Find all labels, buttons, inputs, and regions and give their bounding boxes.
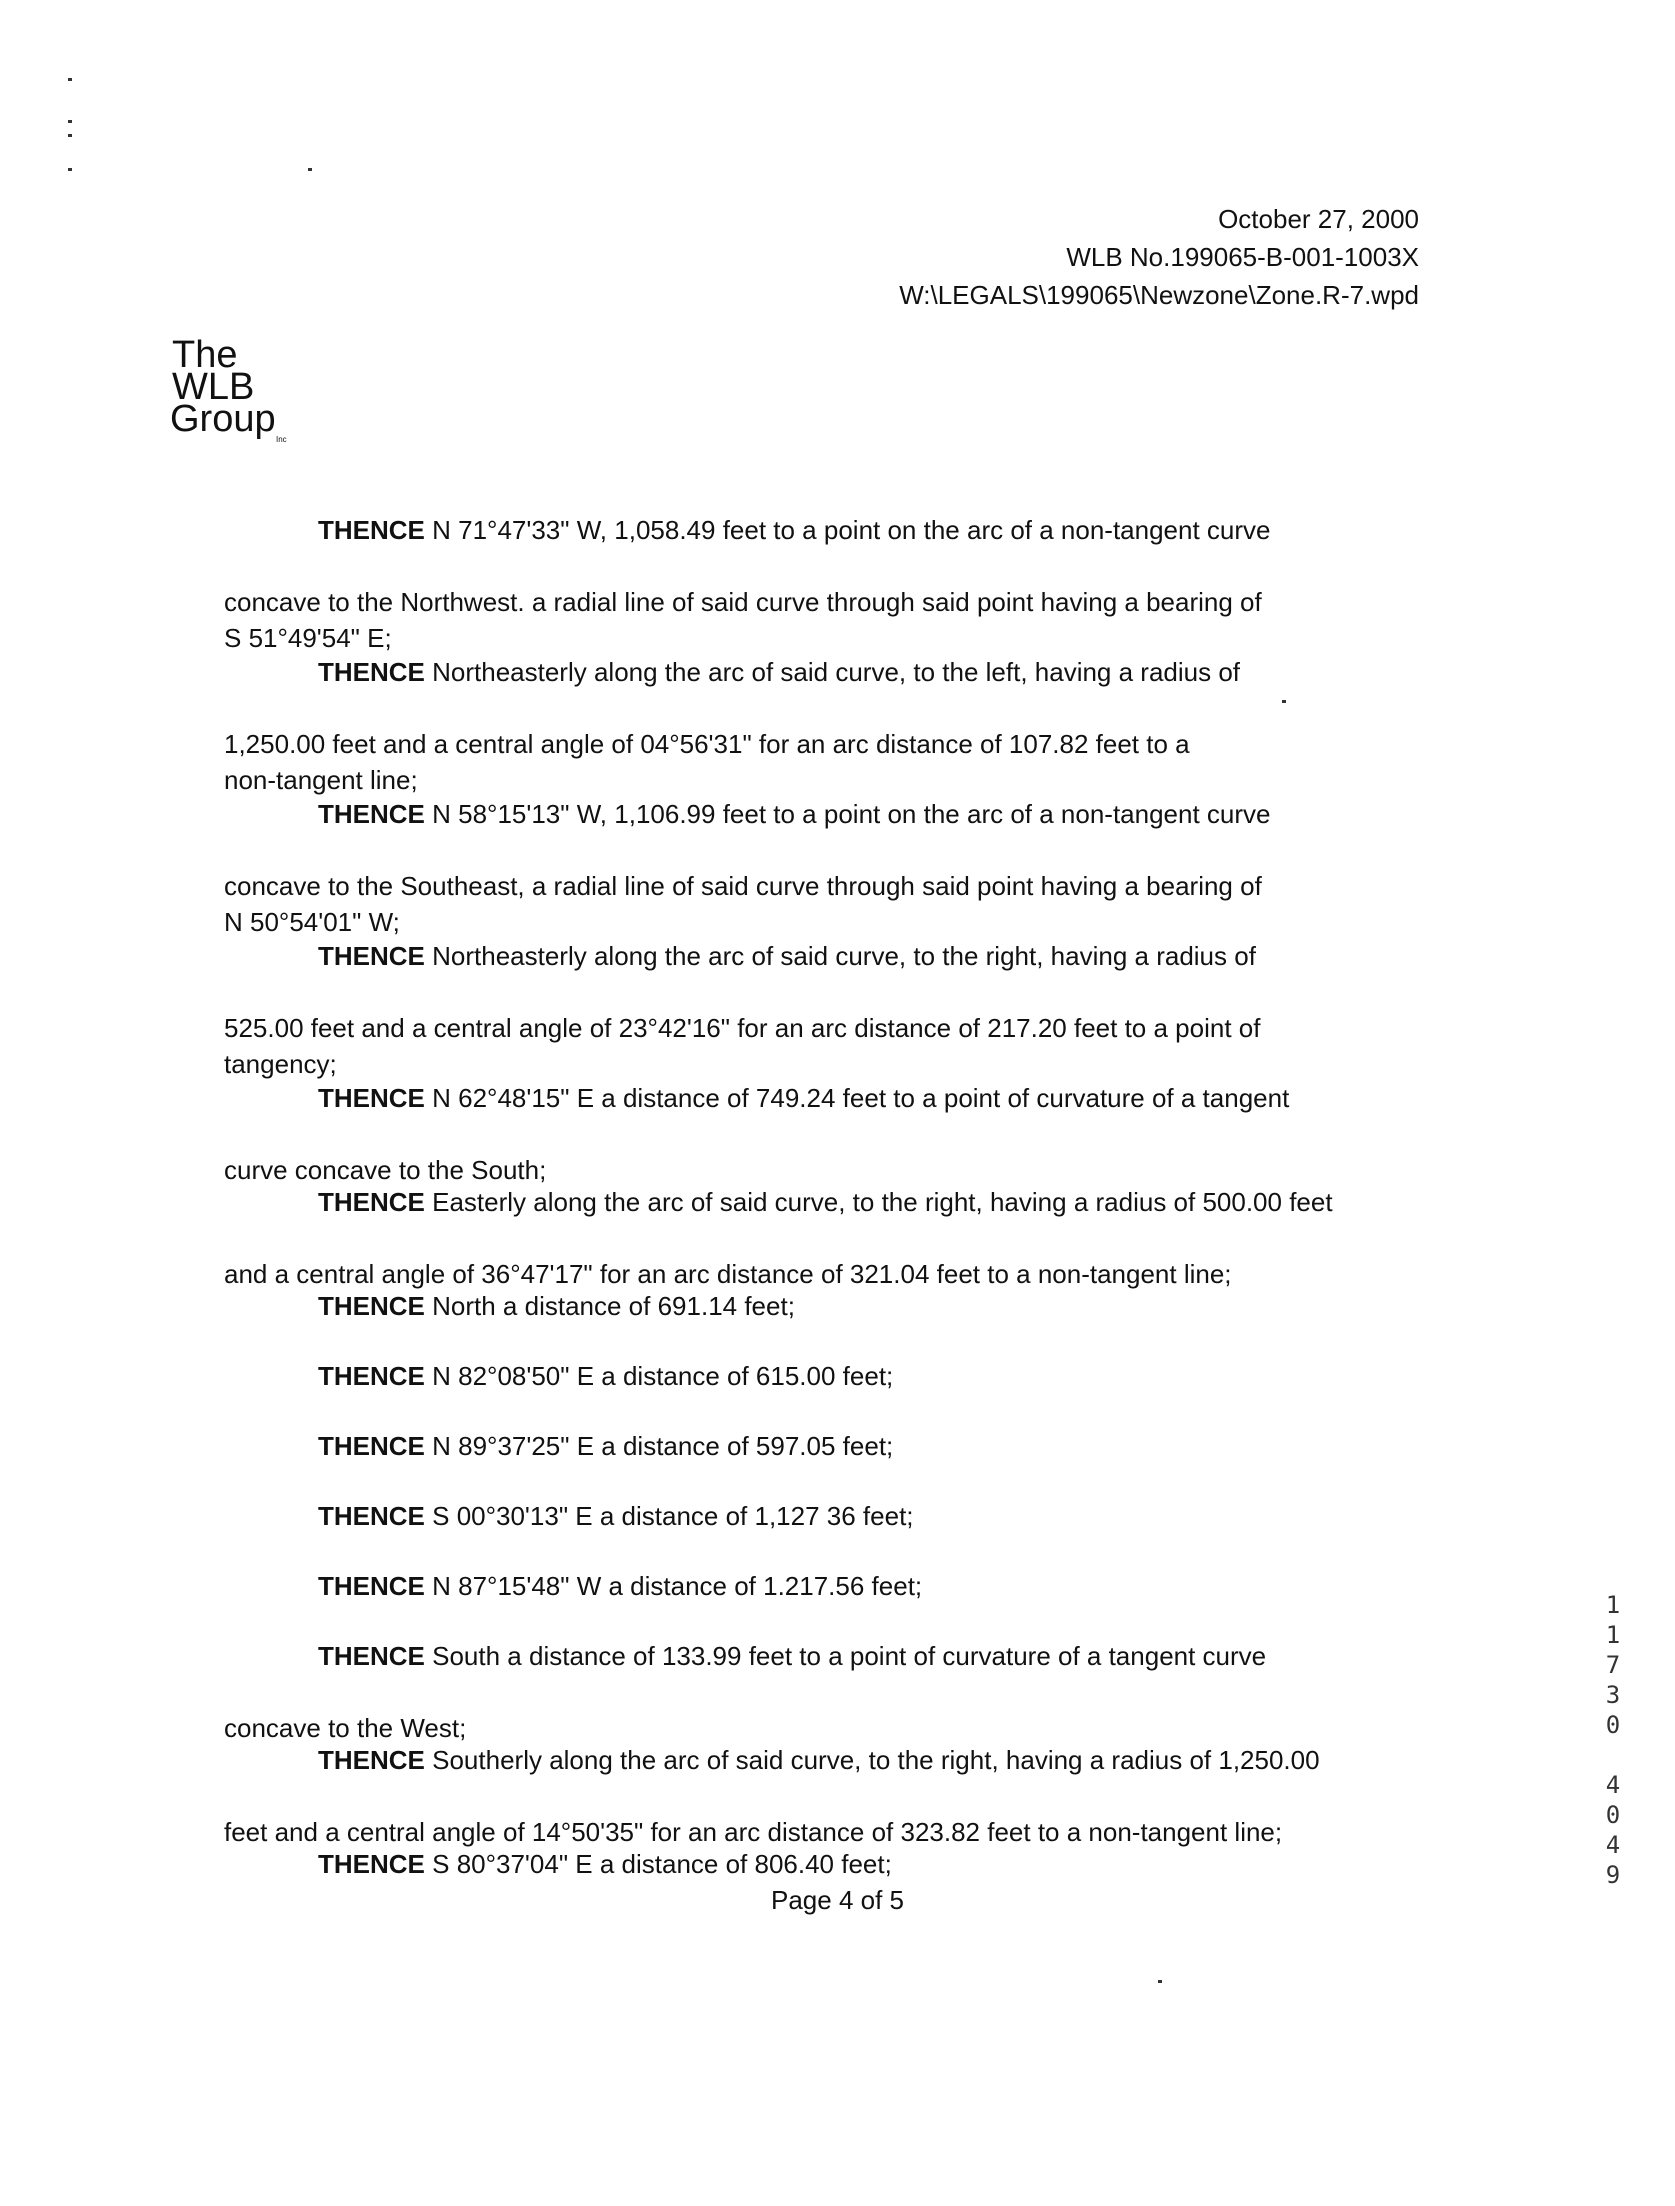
thence-keyword: THENCE (318, 1083, 425, 1113)
stamp-digit: 0 (1605, 1711, 1621, 1739)
course-text: Northeasterly along the arc of said curve, to the right, having a radius of (424, 941, 1256, 971)
course-text: N 87°15'48" W a distance of 1.217.56 feet; (424, 1571, 923, 1601)
thence-keyword: THENCE (318, 1501, 425, 1531)
stamp-digit: 9 (1605, 1861, 1621, 1889)
course-text: N 62°48'15" E a distance of 749.24 feet to a point of curvature of a tangent (424, 1083, 1290, 1113)
logo-suffix: Inc (276, 435, 287, 444)
scan-speck (308, 168, 312, 171)
course-continuation: concave to the Southeast, a radial line of said curve through said point having a bearing of N 50°54'01" W; (224, 871, 1262, 937)
thence-keyword: THENCE (318, 941, 425, 971)
company-logo (168, 336, 328, 448)
thence-keyword: THENCE (318, 1641, 425, 1671)
course-continuation: concave to the West; (224, 1713, 467, 1743)
thence-keyword: THENCE (318, 1431, 425, 1461)
course-text: N 89°37'25" E a distance of 597.05 feet; (424, 1431, 894, 1461)
thence-keyword: THENCE (318, 657, 425, 687)
header-file-path: W:\LEGALS\199065\Newzone\Zone.R-7.wpd (899, 280, 1419, 310)
header-job-number: WLB No.199065-B-001-1003X (1066, 242, 1419, 272)
stamp-digit: 0 (1605, 1801, 1621, 1829)
course-continuation: and a central angle of 36°47'17" for an arc distance of 321.04 feet to a non-tangent line; (224, 1259, 1232, 1289)
page-number: Page 4 of 5 (771, 1885, 904, 1915)
document-header (899, 200, 1419, 314)
thence-keyword: THENCE (318, 1849, 425, 1879)
thence-keyword: THENCE (318, 1187, 425, 1217)
stamp-digit: 4 (1605, 1831, 1621, 1859)
logo-line-group: Group (170, 398, 276, 440)
course-text: North a distance of 691.14 feet; (424, 1291, 795, 1321)
course-text: N 82°08'50" E a distance of 615.00 feet; (424, 1361, 894, 1391)
course-text: Northeasterly along the arc of said curve, to the left, having a radius of (424, 657, 1241, 687)
course-continuation: curve concave to the South; (224, 1155, 547, 1185)
course-continuation: 525.00 feet and a central angle of 23°42'16" for an arc distance of 217.20 feet to a point of tangency; (224, 1013, 1261, 1079)
thence-keyword: THENCE (318, 1291, 425, 1321)
logo-line-wlb: WLB (172, 366, 255, 408)
scan-speck (68, 168, 72, 171)
stamp-digit: 1 (1605, 1591, 1621, 1619)
course-continuation: 1,250.00 feet and a central angle of 04°56'31" for an arc distance of 107.82 feet to a non-tangent line; (224, 729, 1190, 795)
course-text: N 58°15'13" W, 1,106.99 feet to a point on the arc of a non-tangent curve (424, 799, 1271, 829)
margin-recording-stamp (1598, 1590, 1628, 1890)
course-text: South a distance of 133.99 feet to a point of curvature of a tangent curve (424, 1641, 1267, 1671)
thence-keyword: THENCE (318, 515, 425, 545)
course-text: N 71°47'33" W, 1,058.49 feet to a point on the arc of a non-tangent curve (424, 515, 1271, 545)
course-text: S 80°37'04" E a distance of 806.40 feet; (424, 1849, 892, 1879)
scan-speck (1158, 1980, 1162, 1983)
thence-keyword: THENCE (318, 799, 425, 829)
stamp-gap (1598, 1740, 1628, 1770)
stamp-digit: 1 (1605, 1621, 1621, 1649)
course-text: Southerly along the arc of said curve, to the right, having a radius of 1,250.00 (424, 1745, 1320, 1775)
header-date: October 27, 2000 (1218, 204, 1419, 234)
logo-line-the: The (172, 334, 238, 376)
thence-keyword: THENCE (318, 1745, 425, 1775)
stamp-digit: 7 (1605, 1651, 1621, 1679)
stamp-digit: 3 (1605, 1681, 1621, 1709)
stamp-digit: 4 (1605, 1771, 1621, 1799)
course-continuation: concave to the Northwest. a radial line of said curve through said point having a bearing of S 51°49'54" E; (224, 587, 1262, 653)
scan-speck (1282, 700, 1286, 703)
course-continuation: feet and a central angle of 14°50'35" for an arc distance of 323.82 feet to a non-tangent line; (224, 1817, 1283, 1847)
course-text: S 00°30'13" E a distance of 1,127 36 feet; (424, 1501, 914, 1531)
scan-speck (68, 134, 72, 137)
scan-speck (68, 78, 72, 81)
thence-keyword: THENCE (318, 1361, 425, 1391)
course-text: Easterly along the arc of said curve, to the right, having a radius of 500.00 feet (424, 1187, 1333, 1217)
thence-keyword: THENCE (318, 1571, 425, 1601)
scan-speck (68, 120, 72, 123)
